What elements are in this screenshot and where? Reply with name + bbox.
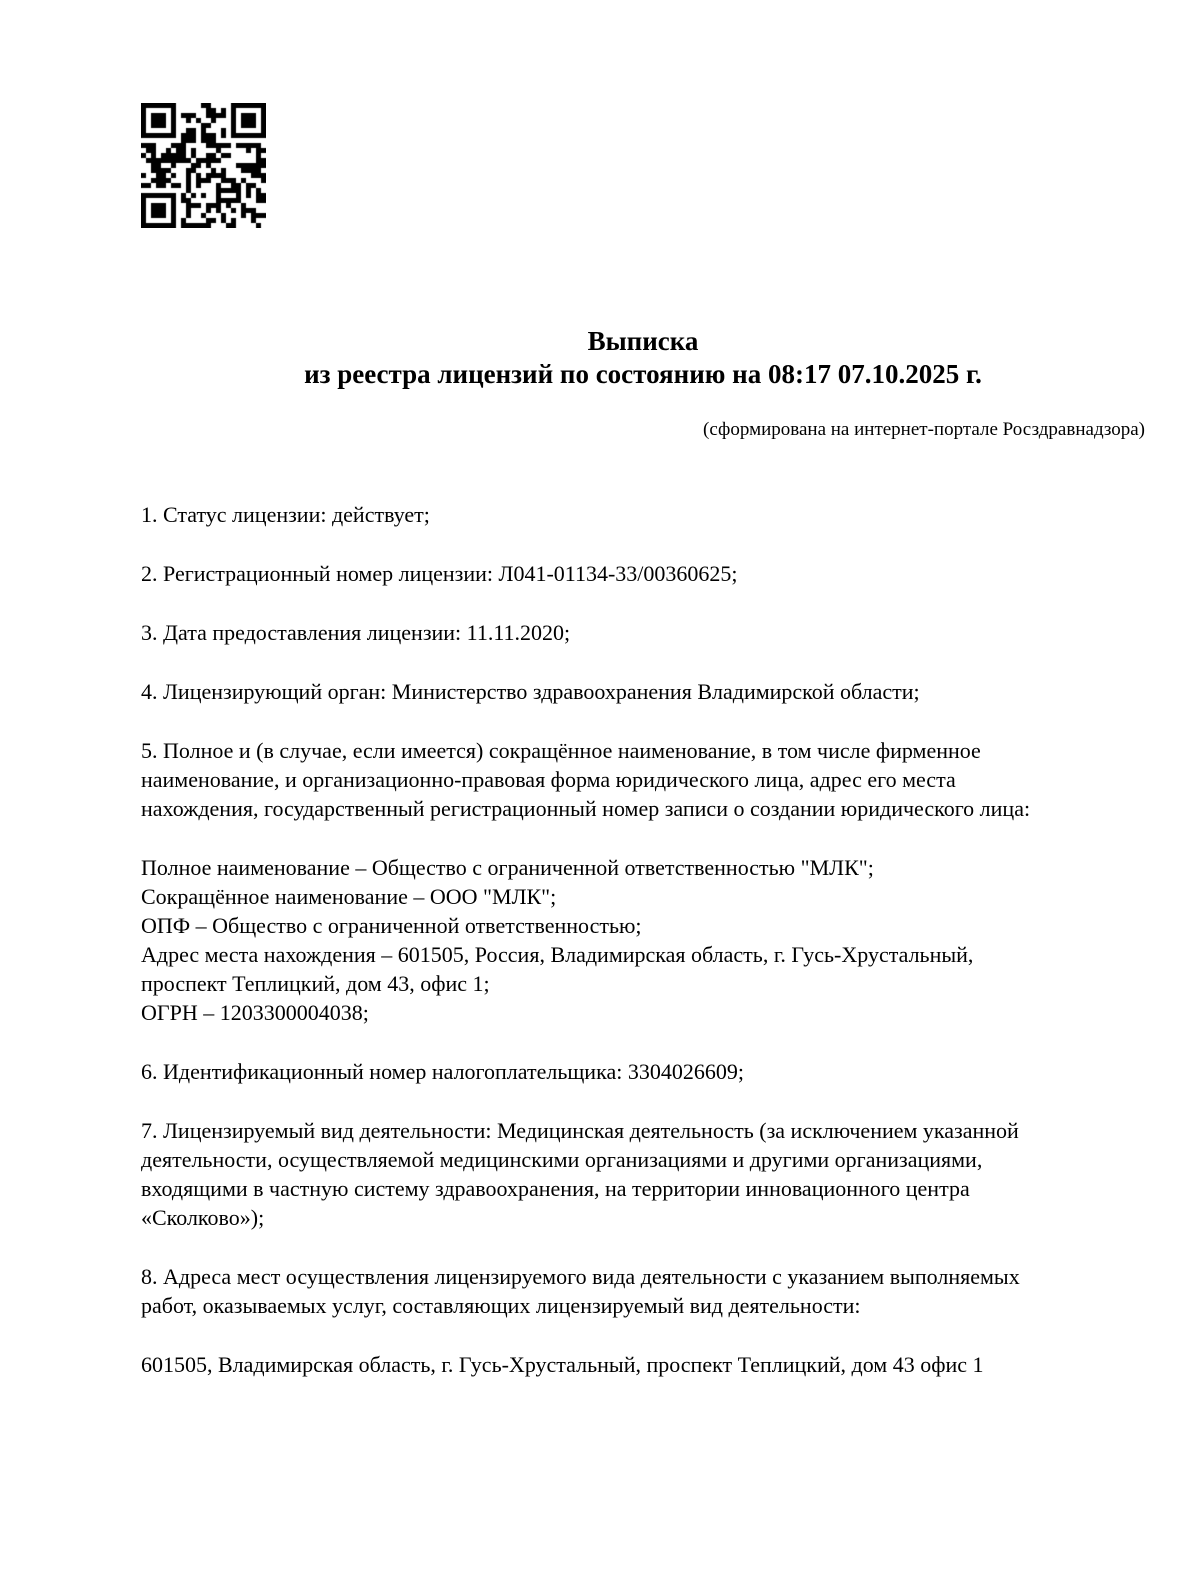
taxpayer-id: 6. Идентификационный номер налогоплательщика: 3304026609; [141,1059,744,1084]
document-title [141,325,1145,391]
qr-code [141,103,266,228]
organization-naming-heading [141,736,1145,823]
text-line: ОГРН – 1203300004038; [141,1000,369,1025]
text-line: Сокращённое наименование – ООО "МЛК"; [141,884,557,909]
text-line: Адрес места нахождения – 601505, Россия, Владимирская область, г. Гусь-Хрустальный, [141,942,974,967]
text-line: проспект Теплицкий, дом 43, офис 1; [141,971,490,996]
licensed-activity [141,1116,1145,1232]
formation-note: (сформирована на интернет-портале Росздравнадзора) [703,419,1145,440]
text-line: нахождения, государственный регистрационный номер записи о создании юридического лица: [141,796,1031,821]
text-line: 5. Полное и (в случае, если имеется) сокращённое наименование, в том числе фирменное [141,738,981,763]
text-line: «Сколково»); [141,1205,265,1230]
license-status: 1. Статус лицензии: действует; [141,502,430,527]
document-body [141,500,1145,1379]
text-line: 8. Адреса мест осуществления лицензируемого вида деятельности с указанием выполняемых [141,1264,1020,1289]
text-line: ОПФ – Общество с ограниченной ответственностью; [141,913,642,938]
text-line: 7. Лицензируемый вид деятельности: Медицинская деятельность (за исключением указанной [141,1118,1019,1143]
license-registration-number: 2. Регистрационный номер лицензии: Л041-01134-33/00360625; [141,561,738,586]
license-grant-date: 3. Дата предоставления лицензии: 11.11.2020; [141,620,571,645]
text-line: работ, оказываемых услуг, составляющих лицензируемый вид деятельности: [141,1293,861,1318]
document-title-line1: Выписка [587,326,699,356]
activity-address: 601505, Владимирская область, г. Гусь-Хрустальный, проспект Теплицкий, дом 43 офис 1 [141,1352,984,1377]
text-line: входящими в частную систему здравоохранения, на территории инновационного центра [141,1176,970,1201]
licensing-authority: 4. Лицензирующий орган: Министерство здравоохранения Владимирской области; [141,679,920,704]
organization-details [141,853,1145,1027]
text-line: наименование, и организационно-правовая форма юридического лица, адрес его места [141,767,956,792]
text-line: деятельности, осуществляемой медицинскими организациями и другими организациями, [141,1147,983,1172]
text-line: Полное наименование – Общество с ограниченной ответственностью "МЛК"; [141,855,874,880]
activity-addresses-heading [141,1262,1145,1320]
document-title-line2: из реестра лицензий по состоянию на 08:17 07.10.2025 г. [304,359,982,389]
